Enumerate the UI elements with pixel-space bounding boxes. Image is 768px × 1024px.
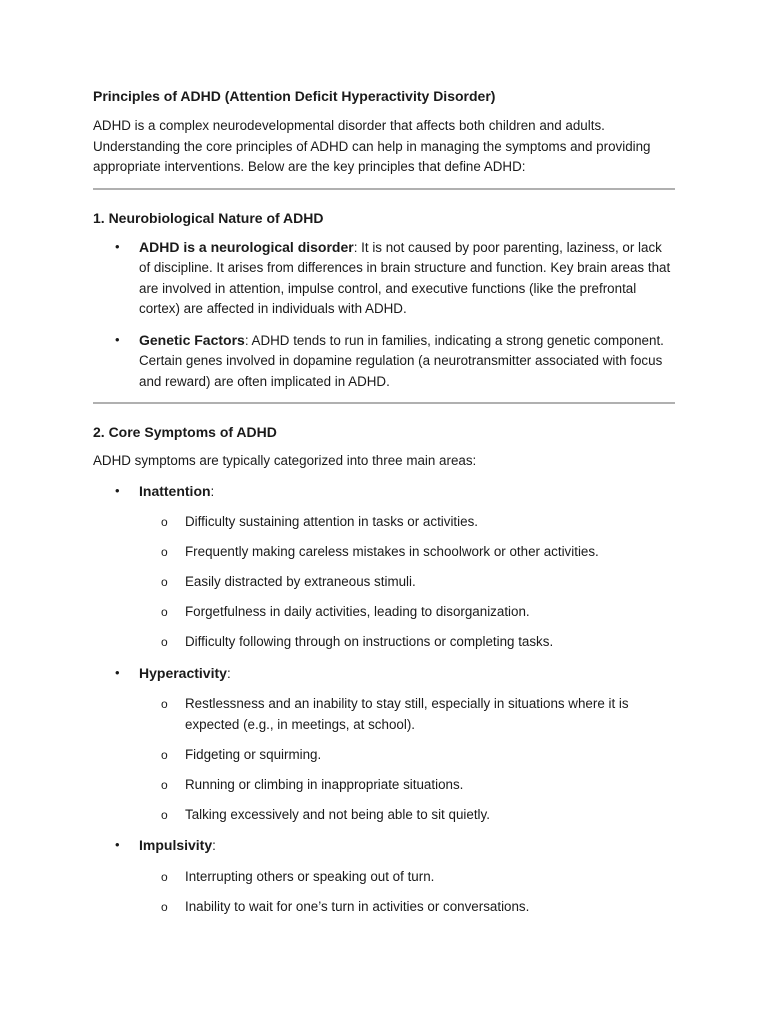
item-text: : ADHD tends to run in families, indicating a strong genetic component. Certain genes involved in dopamine regulation (a neurotransmitter associated with focus and reward) are often implicated in ADHD.	[139, 332, 664, 389]
sub-list-item	[139, 572, 675, 593]
hyperactivity-sublist	[139, 694, 675, 825]
item-lead: Inattention	[139, 482, 211, 499]
sub-item-text: Restlessness and an inability to stay still, especially in situations where it is expected (e.g., in meetings, at school).	[185, 696, 629, 732]
bullet-icon: •	[115, 482, 120, 498]
symptom-groups-list	[93, 481, 675, 918]
list-item	[93, 237, 675, 320]
sub-bullet-icon: o	[161, 777, 168, 792]
sub-bullet-icon: o	[161, 807, 168, 822]
sub-list-item	[139, 512, 675, 533]
sub-item-text: Forgetfulness in daily activities, leading to disorganization.	[185, 604, 530, 619]
bullet-icon: •	[115, 664, 120, 680]
divider	[93, 402, 675, 404]
item-suffix: :	[210, 483, 215, 499]
sub-bullet-icon: o	[161, 515, 168, 529]
document-title: Principles of ADHD (Attention Deficit Hyperactivity Disorder)	[93, 88, 496, 104]
sub-bullet-icon: o	[161, 899, 168, 914]
sub-list-item	[139, 632, 675, 653]
core-symptoms-intro: ADHD symptoms are typically categorized into three main areas:	[93, 453, 477, 468]
sub-list-item	[139, 694, 675, 735]
sub-list-item	[139, 805, 675, 826]
sub-item-text: Talking excessively and not being able to sit quietly.	[185, 806, 490, 822]
sub-bullet-icon: o	[161, 545, 168, 559]
sub-list-item	[139, 897, 675, 918]
item-lead: Hyperactivity	[139, 664, 227, 681]
list-item-inattention	[93, 481, 675, 653]
bullet-icon: •	[115, 238, 120, 254]
sub-bullet-icon: o	[161, 747, 168, 762]
list-item-hyperactivity	[93, 663, 675, 826]
section-heading-neurobiological: 1. Neurobiological Nature of ADHD	[93, 209, 324, 226]
sub-list-item	[139, 867, 675, 888]
item-lead: ADHD is a neurological disorder	[139, 238, 354, 255]
sub-bullet-icon: o	[161, 697, 168, 711]
sub-item-text: Running or climbing in inappropriate situations.	[185, 776, 464, 792]
list-item	[93, 330, 675, 393]
item-lead: Impulsivity	[139, 837, 213, 853]
neurobiological-list	[93, 237, 675, 393]
bullet-icon: •	[115, 331, 120, 347]
sub-list-item	[139, 745, 675, 766]
document-page	[93, 86, 675, 927]
sub-item-text: Frequently making careless mistakes in schoolwork or other activities.	[185, 544, 599, 559]
sub-bullet-icon: o	[161, 605, 168, 619]
section-heading-core-symptoms: 2. Core Symptoms of ADHD	[93, 424, 277, 440]
bullet-icon: •	[115, 837, 120, 852]
item-suffix: :	[226, 665, 231, 681]
item-text: : It is not caused by poor parenting, laziness, or lack of discipline. It arises from differences in brain structure and function. Key brain areas that are involved in attention, impulse control, and executive functions (like the prefrontal cortex) are affected in individuals with ADHD.	[139, 239, 671, 316]
item-lead: Genetic Factors	[139, 331, 245, 348]
sub-item-text: Interrupting others or speaking out of turn.	[185, 868, 435, 884]
divider	[93, 188, 675, 190]
sub-bullet-icon: o	[161, 869, 168, 884]
sub-item-text: Easily distracted by extraneous stimuli.	[185, 574, 416, 589]
sub-list-item	[139, 542, 675, 563]
item-suffix: :	[212, 838, 216, 853]
sub-bullet-icon: o	[161, 575, 168, 589]
sub-list-item	[139, 602, 675, 623]
sub-list-item	[139, 775, 675, 796]
sub-item-text: Difficulty following through on instructions or completing tasks.	[185, 634, 554, 649]
intro-paragraph: ADHD is a complex neurodevelopmental disorder that affects both children and adults. Understanding the core principles of ADHD can help in managing the symptoms and providing appropriate interventions. Below are the key principles that define ADHD:	[93, 118, 651, 174]
inattention-sublist	[139, 512, 675, 653]
impulsivity-sublist	[139, 867, 675, 918]
sub-item-text: Difficulty sustaining attention in tasks or activities.	[185, 514, 478, 529]
sub-bullet-icon: o	[161, 635, 168, 649]
list-item-impulsivity	[93, 835, 675, 917]
sub-item-text: Fidgeting or squirming.	[185, 746, 322, 762]
sub-item-text: Inability to wait for one’s turn in activities or conversations.	[185, 898, 530, 914]
